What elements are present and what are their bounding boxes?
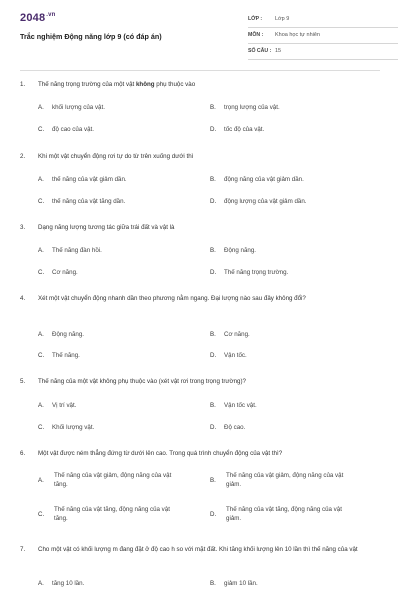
question-7: 7. Cho một vật có khối lượng m đang đặt ở độ cao h so với mặt đất. Khi tăng khối lượng lên 10 lần thì thế năng của vật A. tăng 10 lần. B. giảm 10 lần.: [20, 545, 380, 555]
question-3-head: [20, 223, 380, 233]
site-logo[interactable]: $2048^{.vn}$: [20, 12, 56, 24]
question-number: 6.: [20, 450, 26, 457]
question-text: Thế năng của một vật không phụ thuộc vào (xét vật rơi trong trọng trường)?: [38, 378, 246, 385]
question-text: Một vật được ném thẳng đứng từ dưới lên cao. Trong quá trình chuyển động của vật thì?: [38, 450, 283, 457]
question-1-head: [20, 80, 380, 90]
question-number: 7.: [20, 546, 26, 553]
question-number: 1.: [20, 81, 26, 88]
meta-key-count: SỐ CÂU :: [248, 48, 272, 54]
quiz-meta: [248, 12, 398, 60]
meta-key-subject: MÔN :: [248, 32, 264, 38]
page-header: [20, 12, 380, 70]
meta-value-count: 15: [275, 48, 282, 54]
question-4-head: [20, 294, 380, 304]
question-6-head: [20, 449, 380, 459]
meta-key-class: LỚP :: [248, 16, 263, 22]
question-number: 4.: [20, 295, 26, 302]
question-text: Cho một vật có khối lượng m đang đặt ở độ cao h so với mặt đất. Khi tăng khối lượng lên 10 lần thì thế năng của vật: [38, 546, 358, 553]
question-4: 4. Xét một vật chuyển động nhanh dần theo phương nằm ngang. Đại lượng nào sau đây không đổi? A. Động năng. B. Cơ năng. C. Thế năng. D. Vận tốc.: [20, 294, 380, 304]
question-7-head: [20, 545, 380, 555]
question-1: 1. Thế năng trọng trường của một vật không phụ thuộc vào A. khối lượng của vật. B. trọng lượng của vật. C. độ cao của vật. D. tốc độ của vật.: [20, 80, 380, 90]
question-2: 2. Khi một vật chuyển động rơi tự do từ trên xuống dưới thì A. thế năng của vật giảm dần. B. động năng của vật giảm dần. C. thế năng của vật tăng dần. D. động lượng của vật giảm dần.: [20, 152, 380, 162]
question-text: Thế năng trọng trường của một vật không phụ thuộc vào: [38, 81, 196, 88]
meta-value-class: Lớp 9: [275, 16, 290, 22]
question-3: 3. Dạng năng lượng tương tác giữa trái đất và vật là A. Thế năng đàn hồi. B. Động năng. C. Cơ năng. D. Thế năng trọng trường.: [20, 223, 380, 233]
question-number: 5.: [20, 378, 26, 385]
question-5: 5. Thế năng của một vật không phụ thuộc vào (xét vật rơi trong trọng trường)? A. Vị trí vật. B. Vận tốc vật. C. Khối lượng vật. D. Độ cao.: [20, 377, 380, 387]
question-6: 6. Một vật được ném thẳng đứng từ dưới lên cao. Trong quá trình chuyển động của vật thì? A. Thế năng của vật giảm, động năng của vật tăng. B. Thế năng của vật giảm, động năng của vật giảm. C. Thế năng của vật tăng, động năng của vật tăng. D. Thế năng của vật tăng, động năng của vật giảm.: [20, 449, 380, 459]
question-number: 2.: [20, 153, 26, 160]
question-text: Dạng năng lượng tương tác giữa trái đất và vật là: [38, 224, 175, 231]
header-divider: [20, 70, 380, 71]
meta-row-count: [248, 44, 398, 60]
question-5-head: [20, 377, 380, 387]
question-text: Khi một vật chuyển động rơi tự do từ trên xuống dưới thì: [38, 153, 194, 160]
question-2-head: [20, 152, 380, 162]
question-text: Xét một vật chuyển động nhanh dần theo phương nằm ngang. Đại lượng nào sau đây không đổi?: [38, 295, 306, 302]
meta-row-class: [248, 12, 398, 28]
page-title: Trắc nghiệm Động năng lớp 9 (có đáp án): [20, 32, 162, 41]
meta-row-subject: [248, 28, 398, 44]
meta-value-subject: Khoa học tự nhiên: [275, 32, 320, 38]
question-number: 3.: [20, 224, 26, 231]
